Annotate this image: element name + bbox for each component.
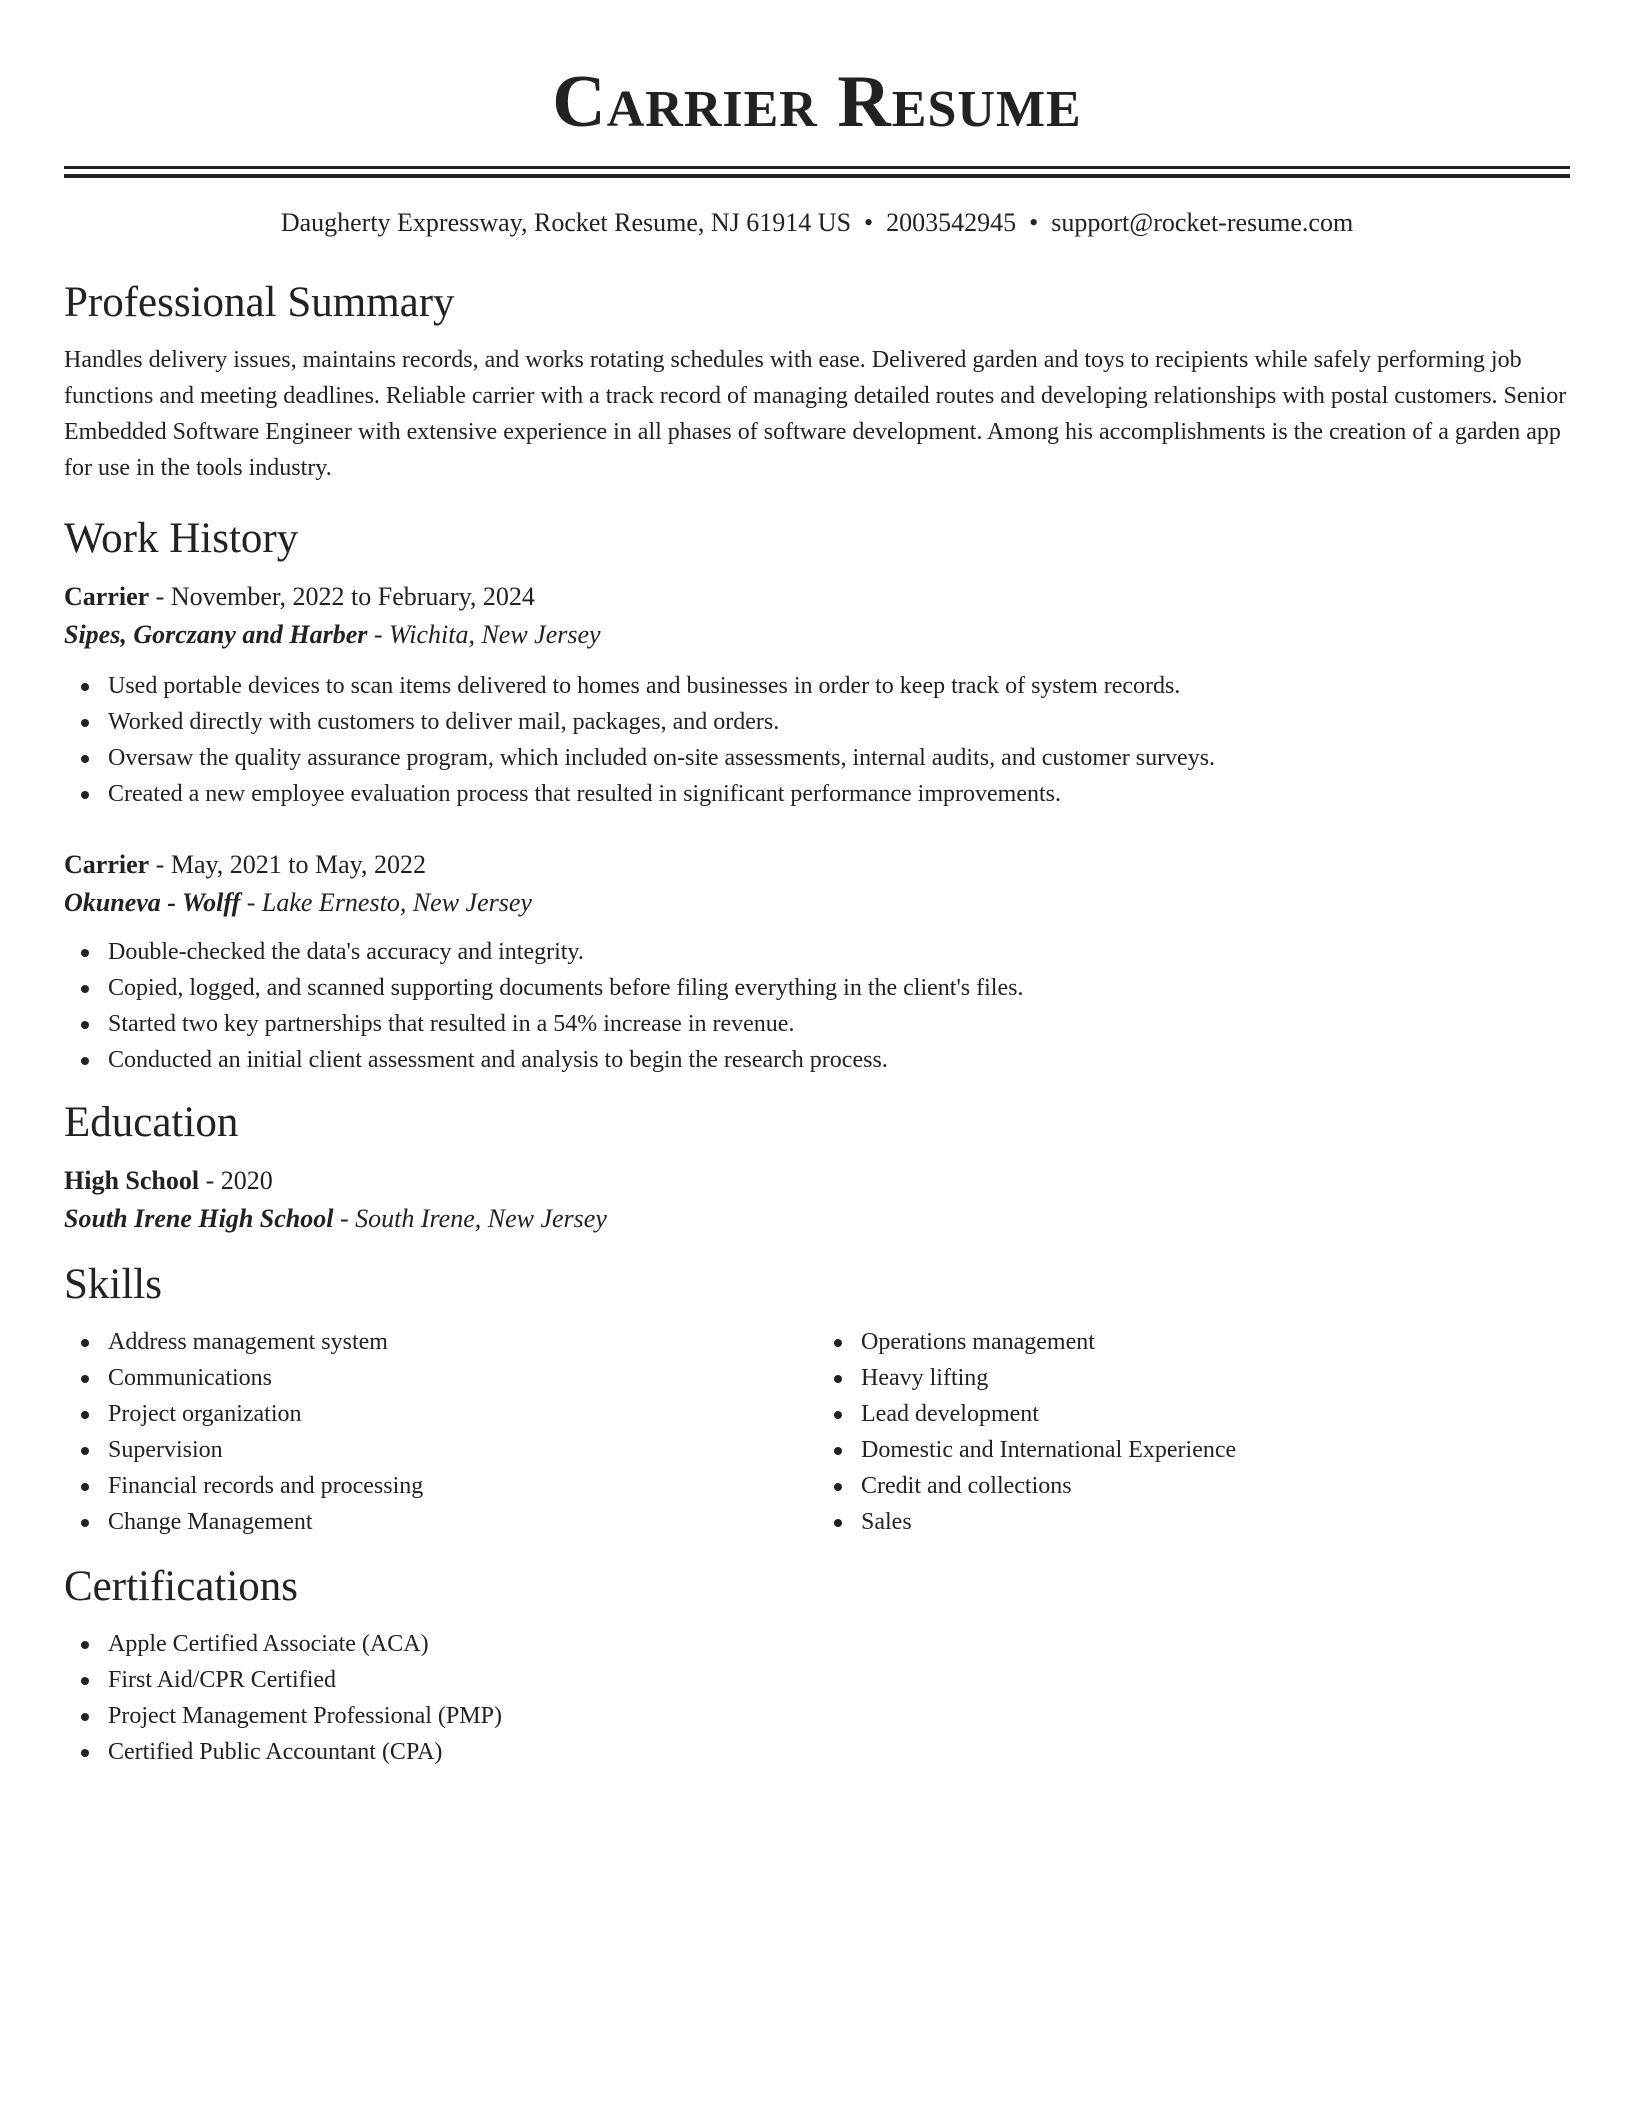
- company-name: Okuneva - Wolff: [64, 888, 241, 917]
- list-item: Started two key partnerships that resulted in a 54% increase in revenue.: [108, 1006, 1570, 1042]
- job-title: Carrier: [64, 850, 150, 879]
- list-item: First Aid/CPR Certified: [108, 1662, 1570, 1698]
- work-history-heading: Work History: [64, 515, 299, 562]
- list-item: Sales: [861, 1504, 1570, 1540]
- resume-page: [64, 0, 1570, 1770]
- school-location: - South Irene, New Jersey: [333, 1204, 607, 1233]
- skills-heading: Skills: [64, 1261, 162, 1308]
- degree: High School: [64, 1166, 200, 1195]
- education-entry: [64, 1162, 1570, 1238]
- list-item: Copied, logged, and scanned supporting documents before filing everything in the client's files.: [108, 970, 1570, 1006]
- list-item: Financial records and processing: [108, 1468, 817, 1504]
- job-bullets: [64, 934, 1570, 1078]
- degree-line: [64, 1162, 1570, 1200]
- summary-text: Handles delivery issues, maintains records, and works rotating schedules with ease. Delivered garden and toys to recipients while safely performing job functions and meeting deadlines. Reliable carrier with a track record of managing detailed routes and developing relationships with postal customers. Senior Embedded Software Engineer with extensive experience in all phases of software development. Among his accomplishments is the creation of a garden app for use in the tools industry.: [64, 347, 1567, 481]
- certifications-heading: Certifications: [64, 1563, 299, 1610]
- list-item: Oversaw the quality assurance program, which included on-site assessments, internal audits, and customer surveys.: [108, 740, 1570, 776]
- job-title: Carrier: [64, 582, 150, 611]
- skills-columns: [64, 1324, 1570, 1540]
- skills-right-column: [817, 1324, 1570, 1540]
- skills-left-column: [64, 1324, 817, 1540]
- list-item: Used portable devices to scan items delivered to homes and businesses in order to keep track of system records.: [108, 668, 1570, 704]
- list-item: Created a new employee evaluation process that resulted in significant performance improvements.: [108, 776, 1570, 812]
- job-bullets: [64, 668, 1570, 812]
- list-item: Project organization: [108, 1396, 817, 1432]
- list-item: Worked directly with customers to deliver mail, packages, and orders.: [108, 704, 1570, 740]
- list-item: Domestic and International Experience: [861, 1432, 1570, 1468]
- education-heading: Education: [64, 1099, 239, 1146]
- job-title-line: [64, 846, 1570, 884]
- certifications-list: [64, 1626, 1570, 1770]
- contact-line: [64, 206, 1570, 240]
- list-item: Certified Public Accountant (CPA): [108, 1734, 1570, 1770]
- company-name: Sipes, Gorczany and Harber: [64, 620, 368, 649]
- contact-email: support@rocket-resume.com: [1051, 208, 1354, 237]
- list-item: Communications: [108, 1360, 817, 1396]
- contact-address: Daugherty Expressway, Rocket Resume, NJ 61914 US: [280, 208, 852, 237]
- company-line: [64, 884, 1570, 922]
- list-item: Operations management: [861, 1324, 1570, 1360]
- job-entry: [64, 578, 1570, 812]
- summary-heading: Professional Summary: [64, 279, 455, 326]
- list-item: Change Management: [108, 1504, 817, 1540]
- job-dates: - May, 2021 to May, 2022: [149, 850, 426, 879]
- list-item: Project Management Professional (PMP): [108, 1698, 1570, 1734]
- title-divider: [64, 166, 1570, 178]
- school-name: South Irene High School: [64, 1204, 334, 1233]
- list-item: Double-checked the data's accuracy and integrity.: [108, 934, 1570, 970]
- list-item: Address management system: [108, 1324, 817, 1360]
- job-title-line: [64, 578, 1570, 616]
- list-item: Heavy lifting: [861, 1360, 1570, 1396]
- company-location: - Lake Ernesto, New Jersey: [240, 888, 532, 917]
- contact-phone: 2003542945: [886, 208, 1017, 237]
- bullet-separator: •: [1029, 208, 1039, 237]
- company-location: - Wichita, New Jersey: [367, 620, 601, 649]
- job-entry: [64, 846, 1570, 1078]
- company-line: [64, 616, 1570, 654]
- list-item: Lead development: [861, 1396, 1570, 1432]
- list-item: Apple Certified Associate (ACA): [108, 1626, 1570, 1662]
- resume-title: Carrier Resume: [552, 61, 1082, 143]
- list-item: Supervision: [108, 1432, 817, 1468]
- list-item: Credit and collections: [861, 1468, 1570, 1504]
- school-line: [64, 1200, 1570, 1238]
- graduation-year: - 2020: [199, 1166, 273, 1195]
- job-dates: - November, 2022 to February, 2024: [149, 582, 535, 611]
- list-item: Conducted an initial client assessment and analysis to begin the research process.: [108, 1042, 1570, 1078]
- bullet-separator: •: [864, 208, 874, 237]
